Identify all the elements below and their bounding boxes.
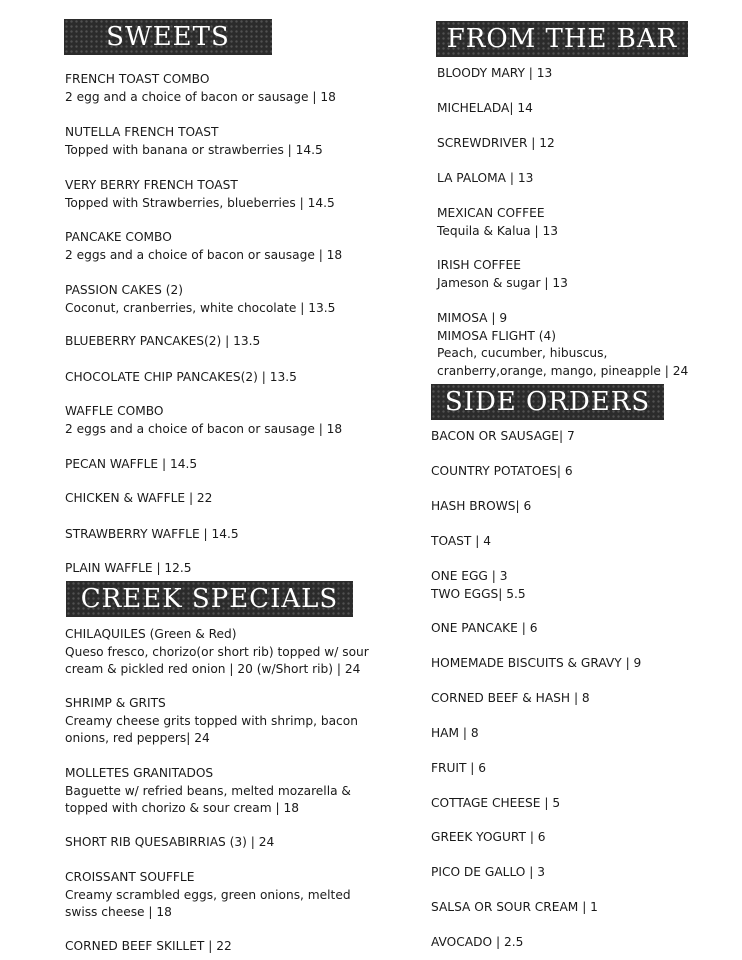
menu-item: TOAST | 4 (431, 534, 491, 548)
menu-item: HOMEMADE BISCUITS & GRAVY | 9 (431, 656, 642, 670)
menu-item: MICHELADA| 14 (437, 101, 533, 115)
menu-item: FRUIT | 6 (431, 761, 487, 775)
menu-item: IRISH COFFEE Jameson & sugar | 13 (437, 258, 568, 290)
menu-item: SALSA OR SOUR CREAM | 1 (431, 900, 598, 914)
menu-item: NUTELLA FRENCH TOAST Topped with banana or strawberries | 14.5 (65, 125, 323, 157)
menu-item: MOLLETES GRANITADOS Baguette w/ refried beans, melted mozarella & topped with chorizo & sour cream | 18 (65, 766, 351, 815)
menu-item: BACON OR SAUSAGE| 7 (431, 429, 575, 443)
menu-item: CROISSANT SOUFFLE Creamy scrambled eggs, green onions, melted swiss cheese | 18 (65, 870, 351, 919)
menu-item: COTTAGE CHEESE | 5 (431, 796, 561, 810)
menu-item: CHOCOLATE CHIP PANCAKES(2) | 13.5 (65, 370, 297, 384)
menu-item: CORNED BEEF SKILLET | 22 (65, 939, 232, 953)
menu-item: BLOODY MARY | 13 (437, 66, 553, 80)
menu-item: SHORT RIB QUESABIRRIAS (3) | 24 (65, 835, 275, 849)
menu-item: PASSION CAKES (2) Coconut, cranberries, white chocolate | 13.5 (65, 283, 336, 315)
menu-item: HAM | 8 (431, 726, 479, 740)
menu-item: CORNED BEEF & HASH | 8 (431, 691, 590, 705)
sweets-heading: SWEETS (64, 19, 272, 55)
menu-item: GREEK YOGURT | 6 (431, 830, 546, 844)
menu-item: FRENCH TOAST COMBO 2 egg and a choice of bacon or sausage | 18 (65, 72, 336, 104)
menu-item: ONE EGG | 3 TWO EGGS| 5.5 (431, 569, 526, 601)
menu-item: LA PALOMA | 13 (437, 171, 534, 185)
menu-item: HASH BROWS| 6 (431, 499, 532, 513)
creek-specials-heading: CREEK SPECIALS (66, 581, 353, 617)
menu-item: SHRIMP & GRITS Creamy cheese grits topped with shrimp, bacon onions, red peppers| 24 (65, 696, 358, 745)
menu-item: CHILAQUILES (Green & Red) Queso fresco, chorizo(or short rib) topped w/ sour cream & pickled red onion | 20 (w/Short rib) | 24 (65, 627, 369, 676)
menu-item: PICO DE GALLO | 3 (431, 865, 546, 879)
menu-item: COUNTRY POTATOES| 6 (431, 464, 573, 478)
menu-item: PANCAKE COMBO 2 eggs and a choice of bacon or sausage | 18 (65, 230, 343, 262)
menu-item: VERY BERRY FRENCH TOAST Topped with Strawberries, blueberries | 14.5 (65, 178, 335, 210)
menu-item: MIMOSA | 9 MIMOSA FLIGHT (4) Peach, cucumber, hibuscus, cranberry,orange, mango, pineapple | 24 (437, 311, 689, 378)
menu-item: CHICKEN & WAFFLE | 22 (65, 491, 213, 505)
from-the-bar-heading: FROM THE BAR (436, 21, 688, 57)
menu-item: ONE PANCAKE | 6 (431, 621, 538, 635)
side-orders-heading: SIDE ORDERS (431, 384, 664, 420)
menu-item: STRAWBERRY WAFFLE | 14.5 (65, 527, 239, 541)
menu-item: PLAIN WAFFLE | 12.5 (65, 561, 192, 575)
menu-item: BLUEBERRY PANCAKES(2) | 13.5 (65, 334, 261, 348)
menu-item: PECAN WAFFLE | 14.5 (65, 457, 198, 471)
menu-item: MEXICAN COFFEE Tequila & Kalua | 13 (437, 206, 559, 238)
menu-item: AVOCADO | 2.5 (431, 935, 524, 949)
menu-item: WAFFLE COMBO 2 eggs and a choice of bacon or sausage | 18 (65, 404, 343, 436)
menu-item: SCREWDRIVER | 12 (437, 136, 555, 150)
